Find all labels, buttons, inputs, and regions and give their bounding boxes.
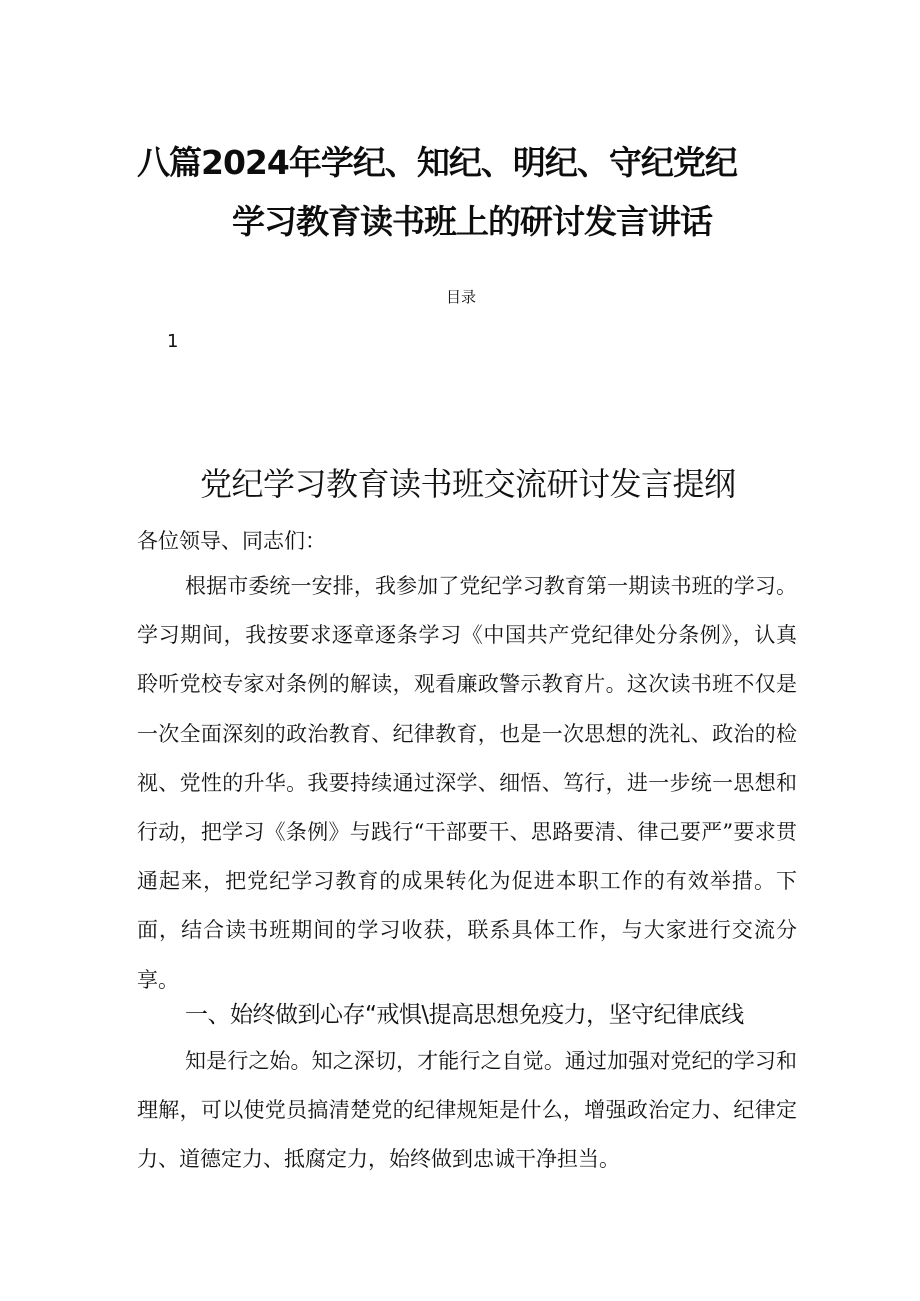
salutation: 各位领导、同志们： — [137, 529, 326, 553]
document-title-line-2: 学习教育读书班上的研讨发言讲话 — [232, 202, 712, 241]
document-title-line-1: 八篇2024年学纪、知纪、明纪、守纪党纪 — [137, 143, 737, 182]
section-1-heading: 一、始终做到心存“戒惧\提高思想免疫力，坚守纪律底线 — [185, 1002, 744, 1028]
table-of-contents-label: 目录 — [446, 288, 477, 306]
section-1-paragraph: 知是行之始。知之深切，才能行之自觉。通过加强对党纪的学习和理解，可以使党员搞清楚党的纪律规矩是什么，增强政治定力、纪律定力、道德定力、抵腐定力，始终做到忠诚干净担当。 — [137, 1049, 797, 1172]
speech-title: 党纪学习教育读书班交流研讨发言提纲 — [200, 465, 736, 503]
table-of-contents-entry-number: 1 — [167, 331, 179, 352]
intro-paragraph: 根据市委统一安排，我参加了党纪学习教育第一期读书班的学习。学习期间，我按要求逐章逐条学习《中国共产党纪律处分条例》，认真聆听党校专家对条例的解读，观看廉政警示教育片。这次读书班不仅是一次全面深刻的政治教育、纪律教育，也是一次思想的洗礼、政治的检视、党性的升华。我要持续通过深学、细悟、笃行，进一步统一思想和行动，把学习《条例》与践行“干部要干、思路要清、律己要严”要求贯通起来，把党纪学习教育的成果转化为促进本职工作的有效举措。下面，结合读书班期间的学习收获，联系具体工作，与大家进行交流分享。 — [137, 574, 797, 992]
